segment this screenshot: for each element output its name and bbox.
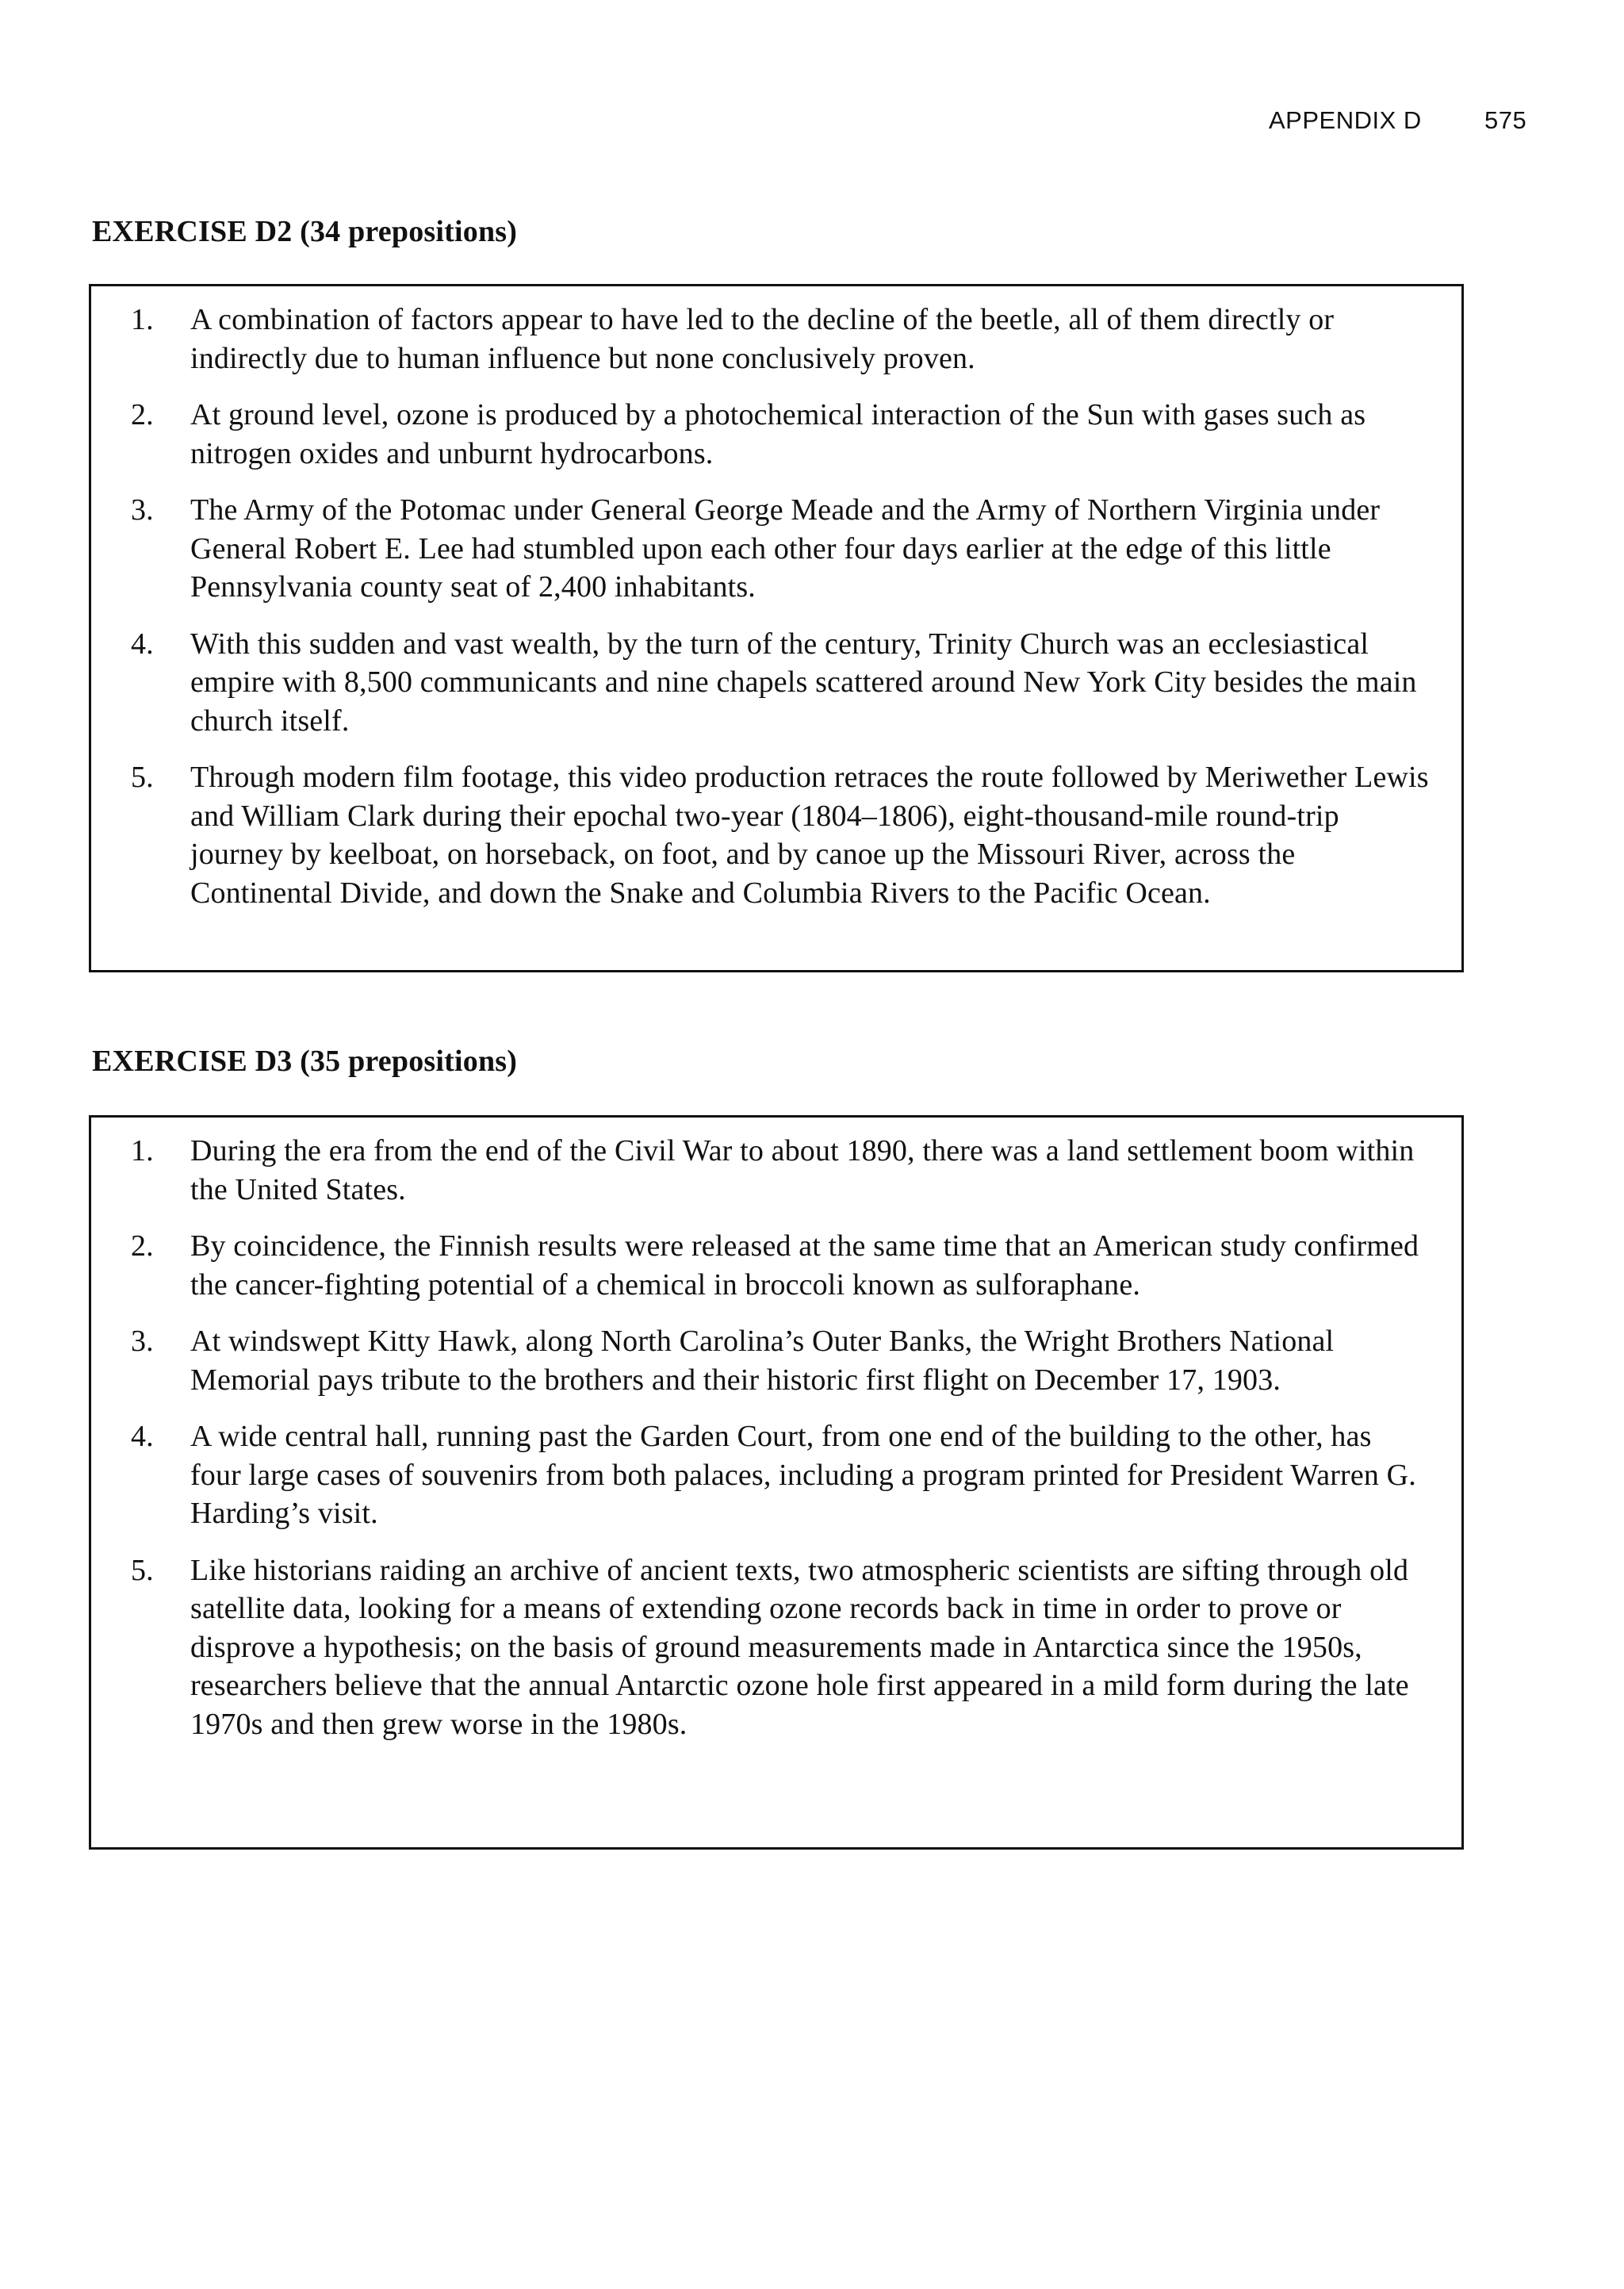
exercise-item: [131, 301, 1430, 378]
exercise-item: [131, 396, 1430, 473]
page-number: 575: [1484, 106, 1527, 134]
item-text: Through modern film footage, this video production retraces the route followed by Meriwether Lewis and William Clark during their epochal two-year (1804–1806), eight-thousand-mile round-trip journey by keelboat, on horseback, on foot, and by canoe up the Missouri River, across the Continental Divide, and down the Snake and Columbia Rivers to the Pacific Ocean.: [190, 761, 1429, 910]
exercise-item: [131, 1227, 1430, 1304]
running-head-section: APPENDIX D: [1269, 106, 1422, 134]
item-number: 3.: [131, 493, 154, 527]
exercise-item: [131, 625, 1430, 741]
item-number: 4.: [131, 627, 154, 661]
running-head: [1269, 106, 1546, 146]
exercise-box: [89, 284, 1464, 972]
item-number: 2.: [131, 398, 154, 431]
exercise-title: EXERCISE D3 (35 prepositions): [92, 1045, 518, 1078]
item-number: 5.: [131, 1553, 154, 1587]
item-number: 2.: [131, 1229, 154, 1263]
item-number: 1.: [131, 1134, 154, 1168]
item-text: At ground level, ozone is produced by a photochemical interaction of the Sun with gases such as nitrogen oxides and unburnt hydrocarbons.: [190, 398, 1366, 470]
exercise-title: EXERCISE D2 (34 prepositions): [92, 215, 518, 248]
exercise-item: [131, 1417, 1430, 1533]
exercise-item: [131, 1322, 1430, 1399]
item-number: 3.: [131, 1325, 154, 1358]
exercise-box: [89, 1115, 1464, 1850]
item-text: By coincidence, the Finnish results were released at the same time that an American study confirmed the cancer-fighting potential of a chemical in broccoli known as sulforaphane.: [190, 1229, 1419, 1302]
item-text: At windswept Kitty Hawk, along North Carolina’s Outer Banks, the Wright Brothers National Memorial pays tribute to the brothers and their historic first flight on December 17, 1903.: [190, 1325, 1335, 1397]
item-text: The Army of the Potomac under General George Meade and the Army of Northern Virginia under General Robert E. Lee had stumbled upon each other four days earlier at the edge of this little Pennsylvania county seat of 2,400 inhabitants.: [190, 493, 1381, 604]
exercise-item: [131, 491, 1430, 607]
exercise-item: [131, 758, 1430, 912]
item-number: 4.: [131, 1420, 154, 1453]
item-number: 1.: [131, 303, 154, 336]
exercise-item: [131, 1551, 1430, 1744]
item-text: A combination of factors appear to have led to the decline of the beetle, all of them directly or indirectly due to human influence but none conclusively proven.: [190, 303, 1335, 375]
item-text: During the era from the end of the Civil War to about 1890, there was a land settlement boom within the United States.: [190, 1134, 1415, 1206]
item-number: 5.: [131, 761, 154, 794]
item-text: A wide central hall, running past the Garden Court, from one end of the building to the other, has four large cases of souvenirs from both palaces, including a program printed for President Warren G. Harding’s visit.: [190, 1420, 1416, 1530]
item-text: With this sudden and vast wealth, by the turn of the century, Trinity Church was an ecclesiastical empire with 8,500 communicants and nine chapels scattered around New York City besides the main church itself.: [190, 627, 1417, 738]
exercise-item: [131, 1132, 1430, 1209]
item-text: Like historians raiding an archive of ancient texts, two atmospheric scientists are sifting through old satellite data, looking for a means of extending ozone records back in time in order to prove or disprove a hypothesis; on the basis of ground measurements made in Antarctica since the 1950s, researchers believe that the annual Antarctic ozone hole first appeared in a mild form during the late 1970s and then grew worse in the 1980s.: [190, 1553, 1409, 1741]
